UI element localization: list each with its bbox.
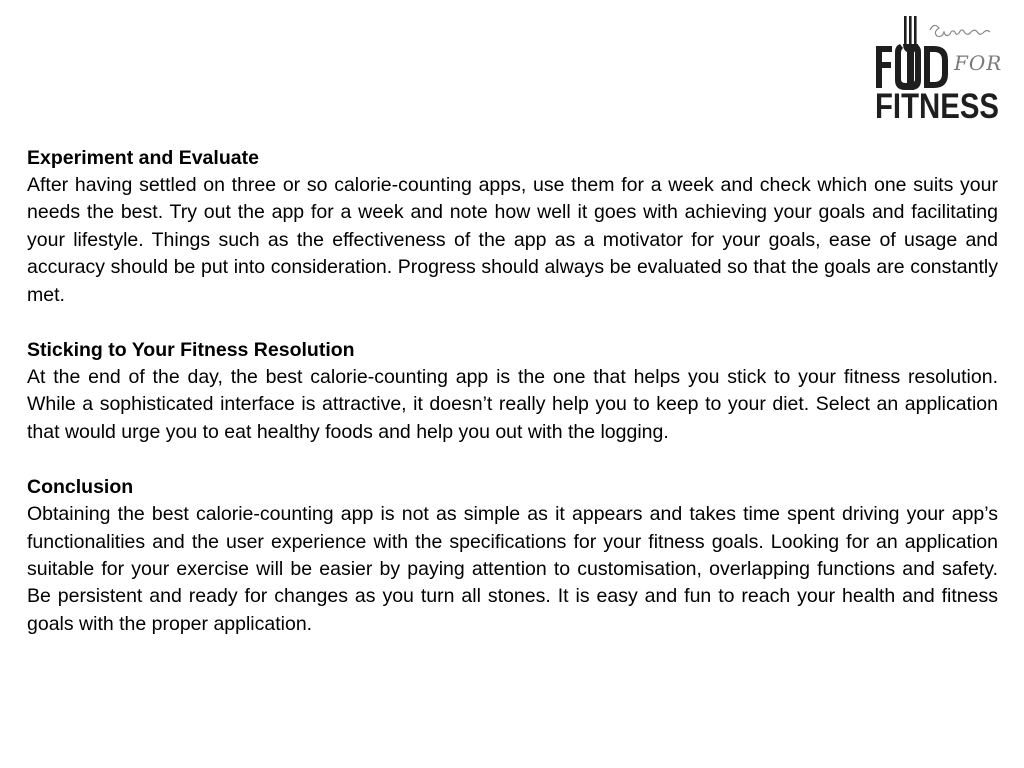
letter-f bbox=[876, 46, 892, 88]
logo-graphic bbox=[868, 8, 1010, 126]
signature-mark bbox=[930, 25, 990, 36]
logo-for-text: FOR bbox=[954, 51, 1003, 75]
section-heading: Conclusion bbox=[27, 476, 134, 499]
section-heading: Sticking to Your Fitness Resolution bbox=[27, 339, 355, 362]
logo-fitness-text: FITNESS bbox=[875, 87, 999, 126]
section-experiment-and-evaluate bbox=[27, 144, 998, 309]
section-heading: Experiment and Evaluate bbox=[27, 147, 259, 169]
section-paragraph: At the end of the day, the best calorie-counting app is the one that helps you stick to your fitness resolution. While a sophisticated interface is attractive, it doesn’t really help you to keep to your diet. Select an application that would urge you to eat healthy foods and help you out with the logging. bbox=[27, 366, 998, 443]
food-for-fitness-logo bbox=[868, 8, 1010, 126]
letter-d bbox=[924, 46, 948, 88]
article-content bbox=[27, 144, 998, 665]
section-sticking-to-fitness-resolution bbox=[27, 336, 998, 446]
section-paragraph: After having settled on three or so calorie-counting apps, use them for a week and check which one suits your needs the best. Try out the app for a week and note how well it goes with achieving your goals and facilitating your lifestyle. Things such as the effectiveness of the app as a motivator for your goals, ease of usage and accuracy should be put into consideration. Progress should always be evaluated so that the goals are constantly met. bbox=[27, 174, 998, 306]
section-conclusion bbox=[27, 473, 998, 638]
section-paragraph: Obtaining the best calorie-counting app is not as simple as it appears and takes time spent driving your app’s functionalities and the user experience with the specifications for your fitness goals. Looking for an application suitable for your exercise will be easier by paying attention to customisation, overlapping functions and safety. Be persistent and ready for changes as you turn all stones. It is easy and fun to reach your health and fitness goals with the proper application. bbox=[27, 503, 998, 635]
